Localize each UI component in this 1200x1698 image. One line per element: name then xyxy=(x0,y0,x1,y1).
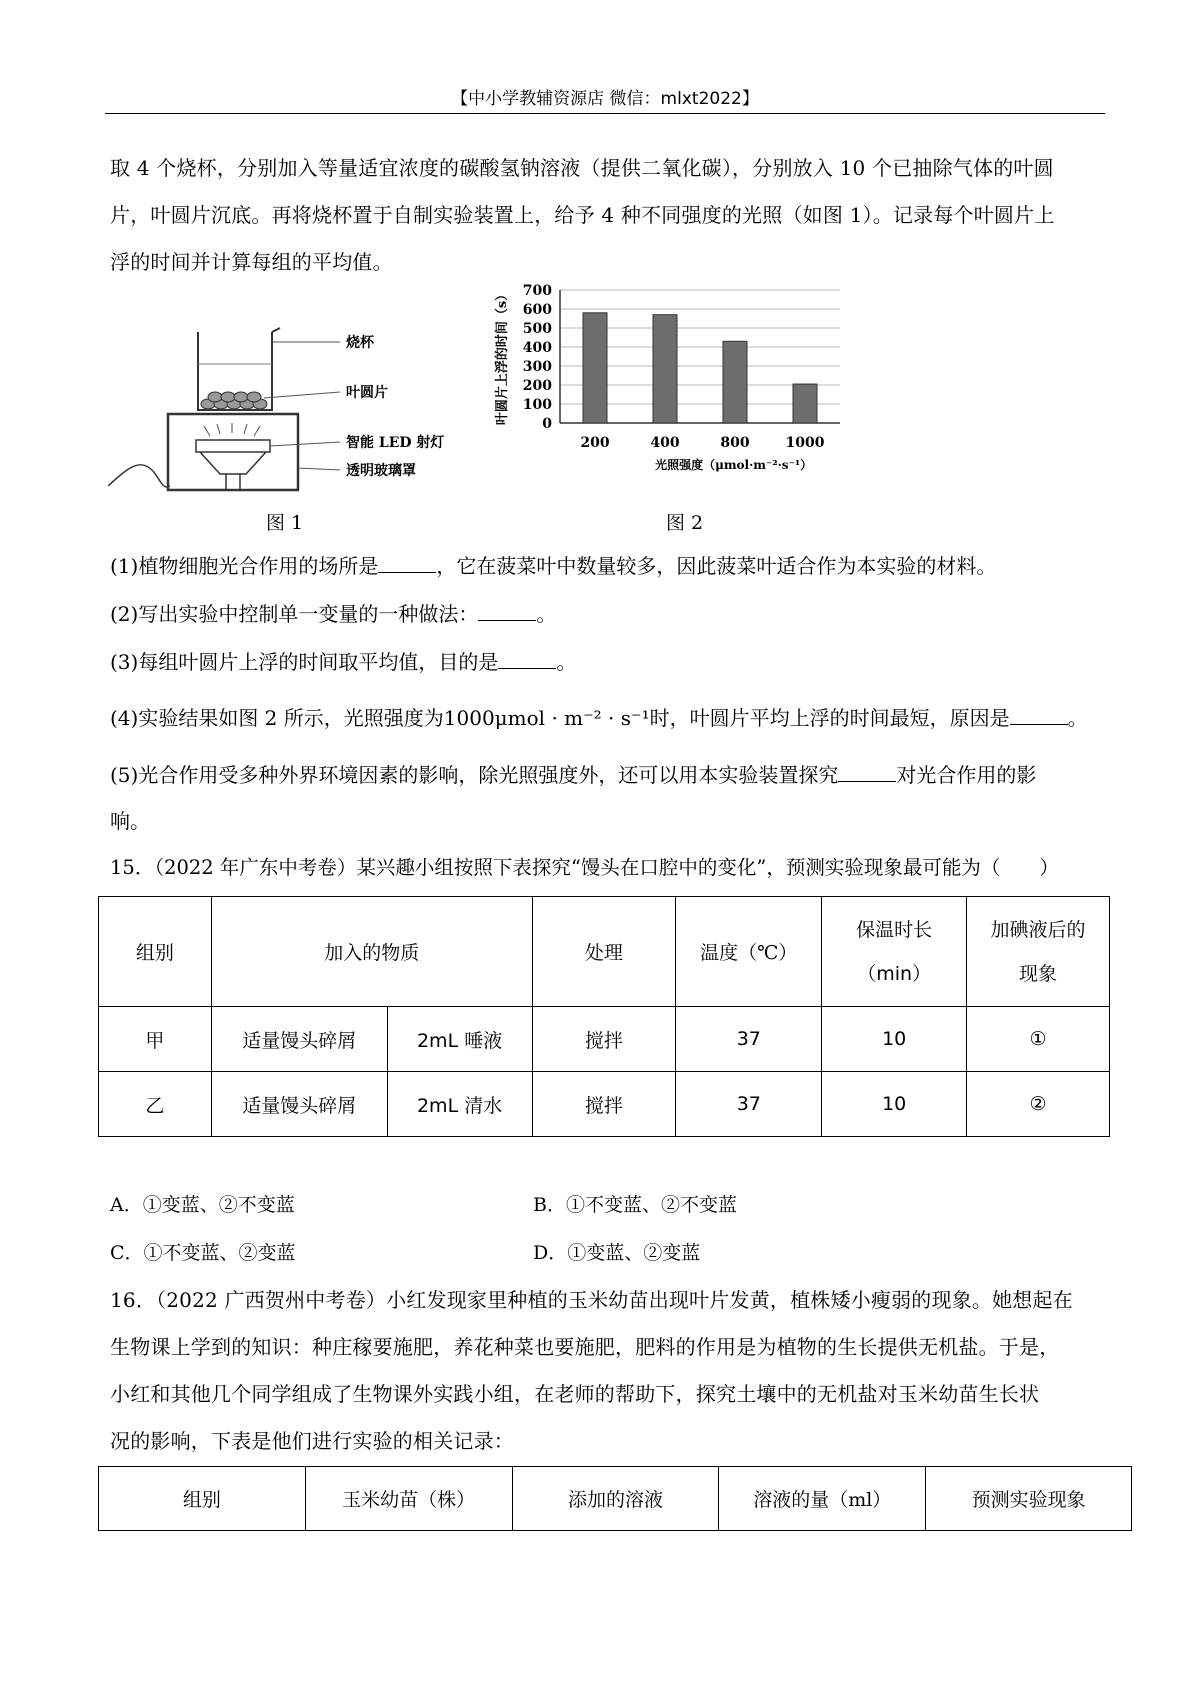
q16-line-2: 生物课上学到的知识：种庄稼要施肥，养花种菜也要施肥，肥料的作用是为植物的生长提供无机盐。于是， xyxy=(110,1335,1060,1359)
q15-option-d[interactable]: D．①变蓝、②变蓝 xyxy=(533,1242,701,1264)
q5-answer-blank[interactable] xyxy=(838,759,896,782)
leaf-disks xyxy=(201,392,267,409)
q1-answer-blank[interactable] xyxy=(378,550,436,573)
cell-group: 乙 xyxy=(99,1072,212,1137)
q5-line-2: 响。 xyxy=(110,809,150,833)
label-leaf-disk: 叶圆片 xyxy=(346,385,388,401)
question-15-stem: 15．（2022 年广东中考卷）某兴趣小组按照下表探究“馒头在口腔中的变化”，预测实验现象最可能为（ ） xyxy=(110,856,1059,879)
q15-option-c[interactable]: C．①不变蓝、②变蓝 xyxy=(110,1242,296,1264)
header-rule xyxy=(105,113,1105,114)
q16-line-4: 况的影响，下表是他们进行实验的相关记录： xyxy=(110,1429,514,1453)
q2-suffix: 。 xyxy=(536,602,557,626)
cell-substance-a: 适量馒头碎屑 xyxy=(211,1007,387,1072)
y-tick-label: 500 xyxy=(522,321,552,337)
label-led-lamp: 智能 LED 射灯 xyxy=(346,435,445,451)
q5-prefix: (5)光合作用受多种外界环境因素的影响，除光照强度外，还可以用本实验装置探究 xyxy=(110,763,839,787)
y-tick-label: 100 xyxy=(522,397,552,413)
y-tick-label: 200 xyxy=(522,378,552,394)
q4-unit: 1000μmol · m⁻² · s⁻¹ xyxy=(443,706,650,730)
intro-line-2: 片，叶圆片沉底。再将烧杯置于自制实验装置上，给予 4 种不同强度的光照（如图 1）。记录每个叶圆片上 xyxy=(110,203,1055,227)
q5-suffix: 对光合作用的影 xyxy=(896,763,1037,787)
q15-option-b[interactable]: B．①不变蓝、②不变蓝 xyxy=(533,1194,737,1216)
question-5 xyxy=(110,752,1100,844)
label-glass-cover: 透明玻璃罩 xyxy=(346,463,416,479)
question-2 xyxy=(110,594,1100,634)
q4-answer-blank[interactable] xyxy=(1010,702,1068,725)
q1-suffix: ，它在菠菜叶中数量较多，因此菠菜叶适合作为本实验的材料。 xyxy=(436,554,997,578)
header-duration-line1: 保温时长 xyxy=(856,918,933,941)
q4-middle: 时，叶圆片平均上浮的时间最短，原因是 xyxy=(649,706,1010,730)
x-tick-label: 400 xyxy=(650,435,680,451)
header-result-line1: 加碘液后的 xyxy=(990,918,1086,941)
q16-header-row xyxy=(99,1467,1132,1531)
cell-group: 甲 xyxy=(99,1007,212,1072)
header-duration-line2: （min） xyxy=(857,962,932,985)
q2-answer-blank[interactable] xyxy=(478,598,536,621)
figure-1-apparatus xyxy=(108,318,448,508)
y-tick-label: 300 xyxy=(522,359,552,375)
question-1 xyxy=(110,546,1100,586)
header-result-line2: 现象 xyxy=(1019,962,1058,985)
q3-prefix: (3)每组叶圆片上浮的时间取平均值，目的是 xyxy=(110,650,499,674)
bar xyxy=(653,315,677,423)
bar xyxy=(723,341,747,423)
bar xyxy=(793,384,817,423)
x-tick-label: 1000 xyxy=(785,435,825,451)
q16-header-volume: 溶液的量（ml） xyxy=(719,1467,926,1531)
q1-prefix: (1)植物细胞光合作用的场所是 xyxy=(110,554,379,578)
q16-header-solution: 添加的溶液 xyxy=(512,1467,719,1531)
q16-line-1: 16．（2022 广西贺州中考卷）小红发现家里种植的玉米幼苗出现叶片发黄，植株矮小瘦弱的现象。她想起在 xyxy=(110,1288,1073,1312)
q16-header-seedlings: 玉米幼苗（株） xyxy=(305,1467,512,1531)
cell-result: ① xyxy=(967,1007,1110,1072)
cell-substance-b: 2mL 唾液 xyxy=(387,1007,532,1072)
x-axis-label: 光照强度（μmol·m⁻²·s⁻¹） xyxy=(655,458,813,472)
cell-result: ② xyxy=(967,1072,1110,1137)
q3-answer-blank[interactable] xyxy=(498,646,556,669)
q16-header-prediction: 预测实验现象 xyxy=(926,1467,1132,1531)
q2-prefix: (2)写出实验中控制单一变量的一种做法： xyxy=(110,602,479,626)
y-tick-label: 400 xyxy=(522,340,552,356)
table-row xyxy=(99,1007,1110,1072)
bar xyxy=(583,313,607,423)
header-duration xyxy=(822,897,967,1007)
cell-treatment: 搅拌 xyxy=(532,1072,676,1137)
cell-duration: 10 xyxy=(822,1007,967,1072)
q4-suffix: 。 xyxy=(1067,706,1088,730)
page-header: 【中小学教辅资源店 微信：mlxt2022】 xyxy=(451,89,759,109)
header-result xyxy=(967,897,1110,1007)
cell-duration: 10 xyxy=(822,1072,967,1137)
intro-line-3: 浮的时间并计算每组的平均值。 xyxy=(110,250,393,274)
header-treatment: 处理 xyxy=(532,897,676,1007)
cell-substance-b: 2mL 清水 xyxy=(387,1072,532,1137)
y-axis-label: 叶圆片上浮的时间（s） xyxy=(495,287,510,426)
q16-header-group: 组别 xyxy=(99,1467,306,1531)
figure-1-caption: 图 1 xyxy=(266,512,304,534)
question-4 xyxy=(110,698,1100,738)
q4-prefix: (4)实验结果如图 2 所示，光照强度为 xyxy=(110,706,444,730)
cell-temperature: 37 xyxy=(676,1072,822,1137)
y-tick-label: 600 xyxy=(522,302,552,318)
q16-line-3: 小红和其他几个同学组成了生物课外实践小组，在老师的帮助下，探究土壤中的无机盐对玉米幼苗生长状 xyxy=(110,1382,1040,1406)
intro-line-1: 取 4 个烧杯，分别加入等量适宜浓度的碳酸氢钠溶液（提供二氧化碳），分别放入 10 个已抽除气体的叶圆 xyxy=(110,156,1054,180)
x-tick-label: 800 xyxy=(720,435,750,451)
q15-header-row xyxy=(99,897,1110,1007)
label-beaker: 烧杯 xyxy=(346,335,374,351)
cell-temperature: 37 xyxy=(676,1007,822,1072)
cell-treatment: 搅拌 xyxy=(532,1007,676,1072)
header-group: 组别 xyxy=(99,897,212,1007)
q3-suffix: 。 xyxy=(556,650,577,674)
header-substance: 加入的物质 xyxy=(211,897,532,1007)
figure-2-caption: 图 2 xyxy=(666,512,704,534)
y-tick-label: 0 xyxy=(542,416,552,432)
q15-option-a[interactable]: A．①变蓝、②不变蓝 xyxy=(110,1194,295,1216)
y-tick-label: 700 xyxy=(522,283,552,299)
bar-chart xyxy=(490,282,880,504)
figure-2-chart xyxy=(490,282,880,504)
cell-substance-a: 适量馒头碎屑 xyxy=(211,1072,387,1137)
question-3 xyxy=(110,642,1100,682)
q16-table xyxy=(98,1466,1132,1531)
table-row xyxy=(99,1072,1110,1137)
x-tick-label: 200 xyxy=(580,435,610,451)
header-temperature: 温度（℃） xyxy=(676,897,822,1007)
q15-table xyxy=(98,896,1110,1137)
